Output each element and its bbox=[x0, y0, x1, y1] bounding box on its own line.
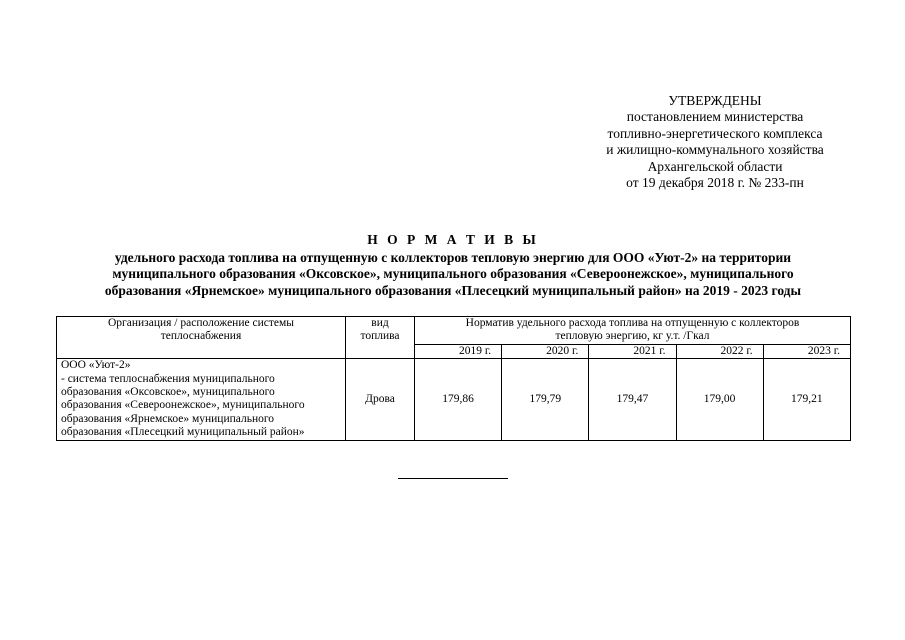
cell-value-2022: 179,00 bbox=[676, 359, 763, 440]
table-header-row bbox=[57, 317, 851, 345]
header-year: 2019 г. bbox=[415, 344, 502, 358]
cell-value-2020: 179,79 bbox=[502, 359, 589, 440]
header-year: 2022 г. bbox=[676, 344, 763, 358]
table-row bbox=[57, 359, 851, 440]
approval-line: постановлением министерства bbox=[626, 109, 804, 125]
cell-value-2021: 179,47 bbox=[589, 359, 676, 440]
header-fuel-type: вид топлива bbox=[346, 317, 415, 359]
cell-value-2019: 179,86 bbox=[415, 359, 502, 440]
norms-table bbox=[56, 316, 851, 441]
cell-organization: ООО «Уют-2» - система теплоснабжения муниципального образования «Оксовское», муниципального образования «Североонежское», муниципального образования «Ярнемское» муниципального образования «Плесецкий муниципальный район» bbox=[57, 359, 346, 440]
approval-date: от 19 декабря 2018 г. № 233-пн bbox=[626, 175, 804, 191]
document-title bbox=[40, 232, 866, 299]
header-year: 2023 г. bbox=[763, 344, 850, 358]
header-organization: Организация / расположение системы теплоснабжения bbox=[57, 317, 346, 359]
title-line: образования «Ярнемское» муниципального образования «Плесецкий муниципальный район» на 2019 - 2023 годы bbox=[104, 282, 802, 298]
title-main: Н О Р М А Т И В Ы bbox=[367, 232, 539, 247]
end-divider bbox=[398, 478, 508, 479]
approval-heading: УТВЕРЖДЕНЫ bbox=[668, 93, 762, 108]
approval-line: Архангельской области bbox=[647, 158, 783, 174]
cell-value-2023: 179,21 bbox=[763, 359, 850, 440]
approval-line: топливно-энергетического комплекса bbox=[607, 125, 823, 141]
header-year: 2021 г. bbox=[589, 344, 676, 358]
title-line: удельного расхода топлива на отпущенную с коллекторов тепловую энергию для ООО «Уют-2» на территории bbox=[114, 249, 792, 265]
cell-fuel: Дрова bbox=[346, 359, 415, 440]
approval-stamp bbox=[560, 93, 870, 191]
title-line: муниципального образования «Оксовское», муниципального образования «Североонежское», муниципального bbox=[112, 266, 794, 282]
header-year: 2020 г. bbox=[502, 344, 589, 358]
approval-line: и жилищно-коммунального хозяйства bbox=[606, 142, 824, 158]
header-norm: Норматив удельного расхода топлива на отпущенную с коллекторов тепловую энергию, кг у.т. /Гкал bbox=[415, 317, 851, 345]
